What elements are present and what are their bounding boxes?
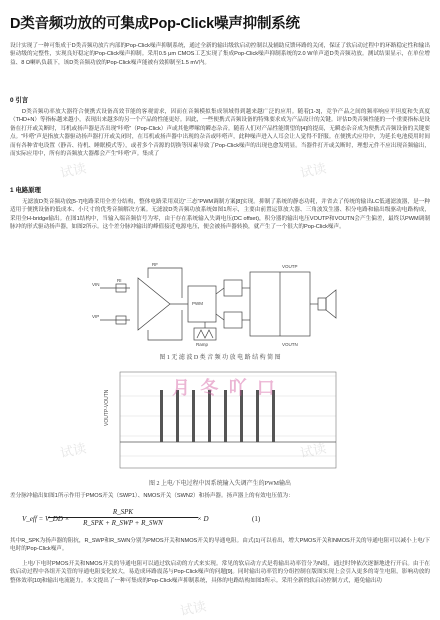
pink-stamp-logo: 月 冬 吖 口 bbox=[172, 378, 277, 399]
section-heading-intro: 0 引言 bbox=[10, 97, 29, 104]
paragraph-after-equation: 其中R_SPK为扬声器的阻抗，R_SWP和R_SWN分别为PMOS开关和NMOS开关的导通电阻。由式(1)可以看出，增大PMOS开关和NMOS开关的导通电阻可以减小上电/下电时的Pop-Click噪声。 bbox=[10, 538, 430, 553]
paper-title: D类音频功放的可集成Pop-Click噪声抑制系统 bbox=[10, 16, 300, 32]
paragraph-before-equation: 差分脉冲输出如图1所示作用于PMOS开关（SWP1）、NMOS开关（SWN2）和扬声器。扬声器上的有效电压值为： bbox=[10, 493, 294, 499]
label-ri: RI bbox=[117, 278, 122, 283]
equation-1 bbox=[22, 506, 422, 534]
section-heading-circuit: 1 电路原理 bbox=[10, 187, 41, 194]
label-vin: VIN bbox=[92, 282, 100, 287]
figure-1-caption: 图 1 无 滤 波 D 类 音 频 功 放 电 路 结 构 简 图 bbox=[159, 355, 281, 361]
label-ramp: Ramp bbox=[196, 342, 209, 347]
abstract-paragraph: 设计实现了一种可集成于D类音频功放片内部的Pop-Click噪声抑制系统，通过全新的输出级软启动控制以及辅助反馈环路的关闭，保证了软启动过程中的环路稳定性和输出驱动级的完整性，实现良好稳定的Pop-Click噪声抑制。采用0.5 μm CMOS工艺实现了集成Pop-Click噪声抑制系统的2.0 W单声道D类音频功放。测试结果显示，在单位增益、8 Ω喇叭负载下，该D类音频功放的Pop-Click噪声能被有效抑制至1.5 mV内。 bbox=[10, 43, 430, 66]
label-rf: RF bbox=[152, 262, 158, 267]
figure-1-circuit-diagram bbox=[90, 258, 350, 350]
watermark: 试读 bbox=[179, 599, 208, 620]
equation-lhs: V_eff = V_DD × bbox=[22, 515, 70, 523]
figure-2-caption: 图 2 上电/下电过程中因系统输入失调产生的PWM输出 bbox=[148, 481, 291, 487]
equation-fraction bbox=[48, 508, 198, 527]
watermark: 试读 bbox=[59, 161, 88, 182]
equation-numerator: R_SPK bbox=[112, 508, 134, 516]
fraction-bar bbox=[48, 517, 198, 518]
label-vip: VIP bbox=[92, 314, 100, 319]
watermark: 试读 bbox=[299, 161, 328, 182]
equation-tail: × D bbox=[197, 515, 209, 523]
circuit-principle-paragraph: 无滤波D类音频功放[5-7]电路采用全差分结构，整体电路采用双边“三态”PWM调制方案[8]实现。抑制了系统的静态功耗，并省去了传统的输出LC低通滤波器，是一种适用于便携设备的低成本、小尺寸的优秀音频解决方案。无滤波D类音频功放系统如图1所示，主要由前置运算放大器、三角波发生器、积分电路和输出级驱动电路构成，采用全H-bridge输出。在图1结构中，当输入端音频信号为零，由于存在系统输入失调电压(DC offset)，积分器的输出电压VOUTP和VOUTN会产生偏差，最终以PWM调制脉冲的形式驱动扬声器，如图2所示。这个差分脉冲输出的峰值接近电源电压，便会被扬声器转换，就产生了一个很大的Pop-Click噪声。 bbox=[10, 199, 430, 231]
watermark: 试读 bbox=[59, 441, 88, 462]
intro-paragraph: D类音频功率放大器符合便携式设备高效节能的客观需求，因而在音频模拟集成领域得到越来越广泛的应用。随着[1-3]，竞争产品之间的频率响应平坦度和失真度（THD+N）等指标越来越小，表现出来越多的另一个产品的性能更好。因此，一些便携式音频设备的特殊要求成为产品设计的关键。评估D类音频性能的一个重要指标是设备在打开或关断时，耳机或扬声器是否出现“咔嗒”（Pop-Click）声或其他啰嗦的瞬态杂音。随着人们对产品性能期望的[4]的提高，无瞬态杂音成为便携式音频设备的关键要点。“咔嗒”声是指放大器驱动扬声器打开或关闭时，在耳机或扬声器中出现的杂音或咔嗒声，此种噪声进入人耳会让人觉得不舒服。在便携式应用中，为延长电池使用时间而有各种省电设置（静音、待机、睡眠模式等），或者多个音源的切换等因素导致了Pop-Click噪声的出现也愈发明显。当器件打开或关断时，理想元件不应出现音频输出，而实际应用中，所有的音频放大器都会产生“咔嗒”声。集成了 bbox=[10, 109, 431, 158]
label-pwm: PWM bbox=[192, 301, 203, 306]
equation-denominator: R_SPK + R_SWP + R_SWN bbox=[83, 519, 163, 527]
softstart-paragraph: 上电/下电时PMOS开关和NMOS开关的导通电阻可以通过软启动的方式来实现。常见的软启动方式是将输出功率管分为N组，通过时钟依次逐渐地进行开启。由于在软启动过程中各组开关管的导通电阻变化较大，易造成环路震荡与Pop-Click噪声的问题[9]。同时输出功率管的分组控制在版图实现上会引入更多的寄生电阻，影响功放的整体效率[10]和输出电流能力。本文提出了一种可集成的Pop-Click噪声抑制系统，具体的电路结构如图3所示。采用全新的软启动控制方式，避免输出功 bbox=[10, 561, 430, 584]
label-voutn: VOUTN bbox=[282, 342, 298, 347]
label-voutp: VOUTP bbox=[282, 264, 298, 269]
watermark: 试读 bbox=[299, 441, 328, 462]
equation-number: (1) bbox=[252, 515, 261, 523]
figure-2-ylabel: VOUTP-VOUTN bbox=[104, 389, 110, 426]
circuit-schematic bbox=[90, 258, 350, 350]
